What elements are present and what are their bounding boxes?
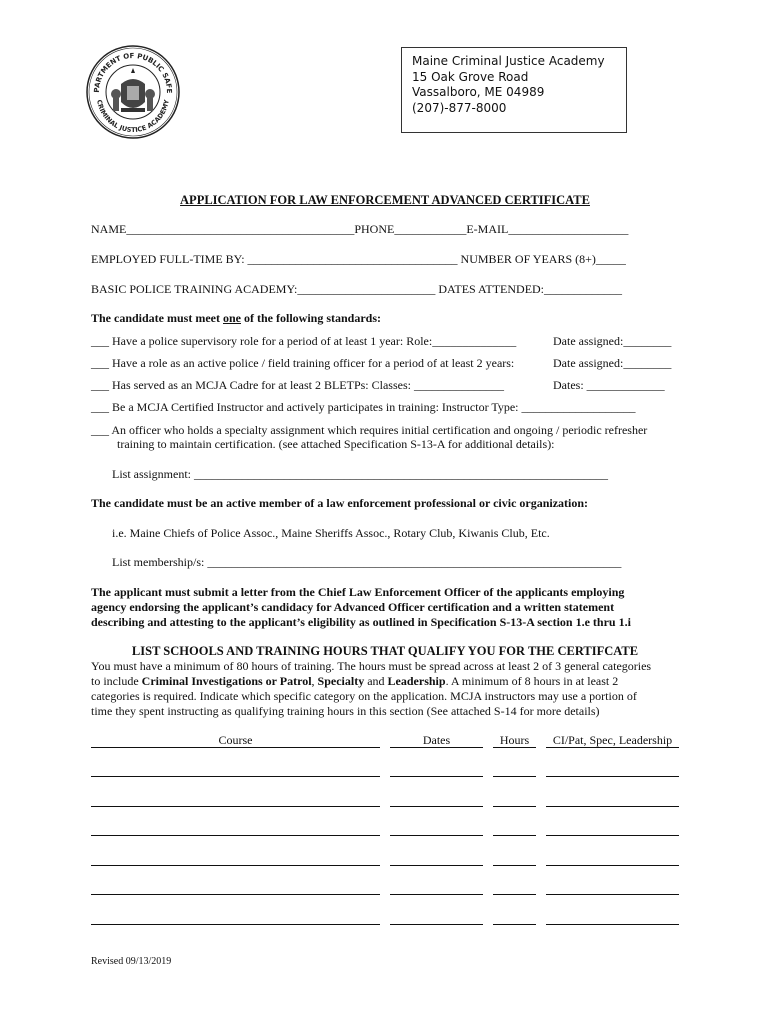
row-6-course-field[interactable] [91, 924, 380, 925]
standard-1-date[interactable]: Date assigned:________ [553, 334, 672, 348]
membership-example: i.e. Maine Chiefs of Police Assoc., Maine Sheriffs Assoc., Rotary Club, Kiwanis Club, Etc. [112, 526, 550, 540]
row-1-dates-field[interactable] [390, 776, 483, 777]
row-5-dates-field[interactable] [390, 894, 483, 895]
standards-heading: The candidate must meet one of the following standards: [91, 311, 382, 325]
row-5-hours-field[interactable] [493, 894, 536, 895]
row-6-category-field[interactable] [546, 924, 679, 925]
row-4-course-field[interactable] [91, 865, 380, 866]
standard-3-cadre[interactable]: ___ Has served as an MCJA Cadre for at least 2 BLETPs: Classes: _______________ [91, 378, 504, 392]
row-3-category-field[interactable] [546, 835, 679, 836]
address-line-1: Maine Criminal Justice Academy [412, 54, 605, 68]
row-6-dates-field[interactable] [390, 924, 483, 925]
row-3-course-field[interactable] [91, 835, 380, 836]
revision-date: Revised 09/13/2019 [91, 956, 172, 967]
document-title: APPLICATION FOR LAW ENFORCEMENT ADVANCED CERTIFICATE [180, 193, 590, 207]
column-hours: Hours [493, 733, 536, 748]
list-assignment-field[interactable]: List assignment: _____________________________________________________________________ [112, 467, 608, 481]
address-phone: (207)-877-8000 [412, 100, 507, 115]
seal-ring-top: PARTMENT OF PUBLIC SAFE [92, 51, 174, 94]
row-2-dates-field[interactable] [390, 806, 483, 807]
schools-heading: LIST SCHOOLS AND TRAINING HOURS THAT QUALIFY YOU FOR THE CERTIFCATE [131, 644, 639, 658]
standard-1-supervisory[interactable]: ___ Have a police supervisory role for a period of at least 1 year: Role:______________ [91, 334, 517, 348]
standard-4-instructor[interactable]: ___ Be a MCJA Certified Instructor and actively participates in training: Instructor Type: ___________________ [91, 400, 636, 414]
row-3-hours-field[interactable] [493, 835, 536, 836]
academy-dates-row[interactable]: BASIC POLICE TRAINING ACADEMY:_______________________ DATES ATTENDED:_____________ [91, 282, 623, 296]
column-course: Course [91, 733, 380, 748]
column-dates: Dates [390, 733, 483, 748]
standard-2-date[interactable]: Date assigned:________ [553, 356, 672, 370]
row-4-category-field[interactable] [546, 865, 679, 866]
academy-address-box [401, 47, 627, 133]
address-line-2: 15 Oak Grove Road [412, 69, 529, 84]
name-phone-email-row[interactable]: NAME______________________________________PHONE____________E-MAIL____________________ [91, 222, 629, 236]
list-membership-field[interactable]: List membership/s: _____________________________________________________________________ [112, 555, 622, 569]
letter-requirement: The applicant must submit a letter from the Chief Law Enforcement Officer of the applicants employing agency endorsing the applicant’s candidacy for Advanced Officer certification and a written statement describing and attesting to the applicant’s eligibility as outlined in Specification S-13-A section 1.e thru 1.i [91, 585, 631, 629]
row-2-course-field[interactable] [91, 806, 380, 807]
standard-5-specialty[interactable]: ___ An officer who holds a specialty assignment which requires initial certification and ongoing / periodic refresher [91, 423, 648, 437]
row-1-course-field[interactable] [91, 776, 380, 777]
schools-instructions: You must have a minimum of 80 hours of training. The hours must be spread across at least 2 of 3 general categories to include Criminal Investigations or Patrol, Specialty and Leadership. A minimum of 8 hours in at least 2 categories is required. Indicate which specific category on the application. MCJA instructors may use a portion of time they spent instructing as qualifying training hours in this section (See attached S-14 for more details) [91, 659, 652, 718]
row-1-category-field[interactable] [546, 776, 679, 777]
standards-heading-one: one [223, 311, 241, 325]
standard-3-dates[interactable]: Dates: _____________ [553, 378, 665, 392]
row-2-category-field[interactable] [546, 806, 679, 807]
row-5-category-field[interactable] [546, 894, 679, 895]
address-line-3: Vassalboro, ME 04989 [412, 85, 545, 99]
seal-ring-bottom: CRIMINAL JUSTICE ACADEMY [95, 99, 171, 135]
row-1-hours-field[interactable] [493, 776, 536, 777]
standard-2-fto[interactable]: ___ Have a role as an active police / field training officer for a period of at least 2 years: [91, 356, 515, 370]
row-4-hours-field[interactable] [493, 865, 536, 866]
row-4-dates-field[interactable] [390, 865, 483, 866]
employed-years-row[interactable]: EMPLOYED FULL-TIME BY: ___________________________________ NUMBER OF YEARS (8+)_____ [91, 252, 626, 266]
row-6-hours-field[interactable] [493, 924, 536, 925]
membership-heading: The candidate must be an active member of a law enforcement professional or civic organization: [91, 496, 589, 510]
row-3-dates-field[interactable] [390, 835, 483, 836]
row-5-course-field[interactable] [91, 894, 380, 895]
standard-5-specialty-cont: training to maintain certification. (see attached Specification S-13-A for additional details): [117, 437, 555, 451]
maine-public-safety-seal [85, 44, 181, 140]
row-2-hours-field[interactable] [493, 806, 536, 807]
column-category: CI/Pat, Spec, Leadership [546, 733, 679, 748]
